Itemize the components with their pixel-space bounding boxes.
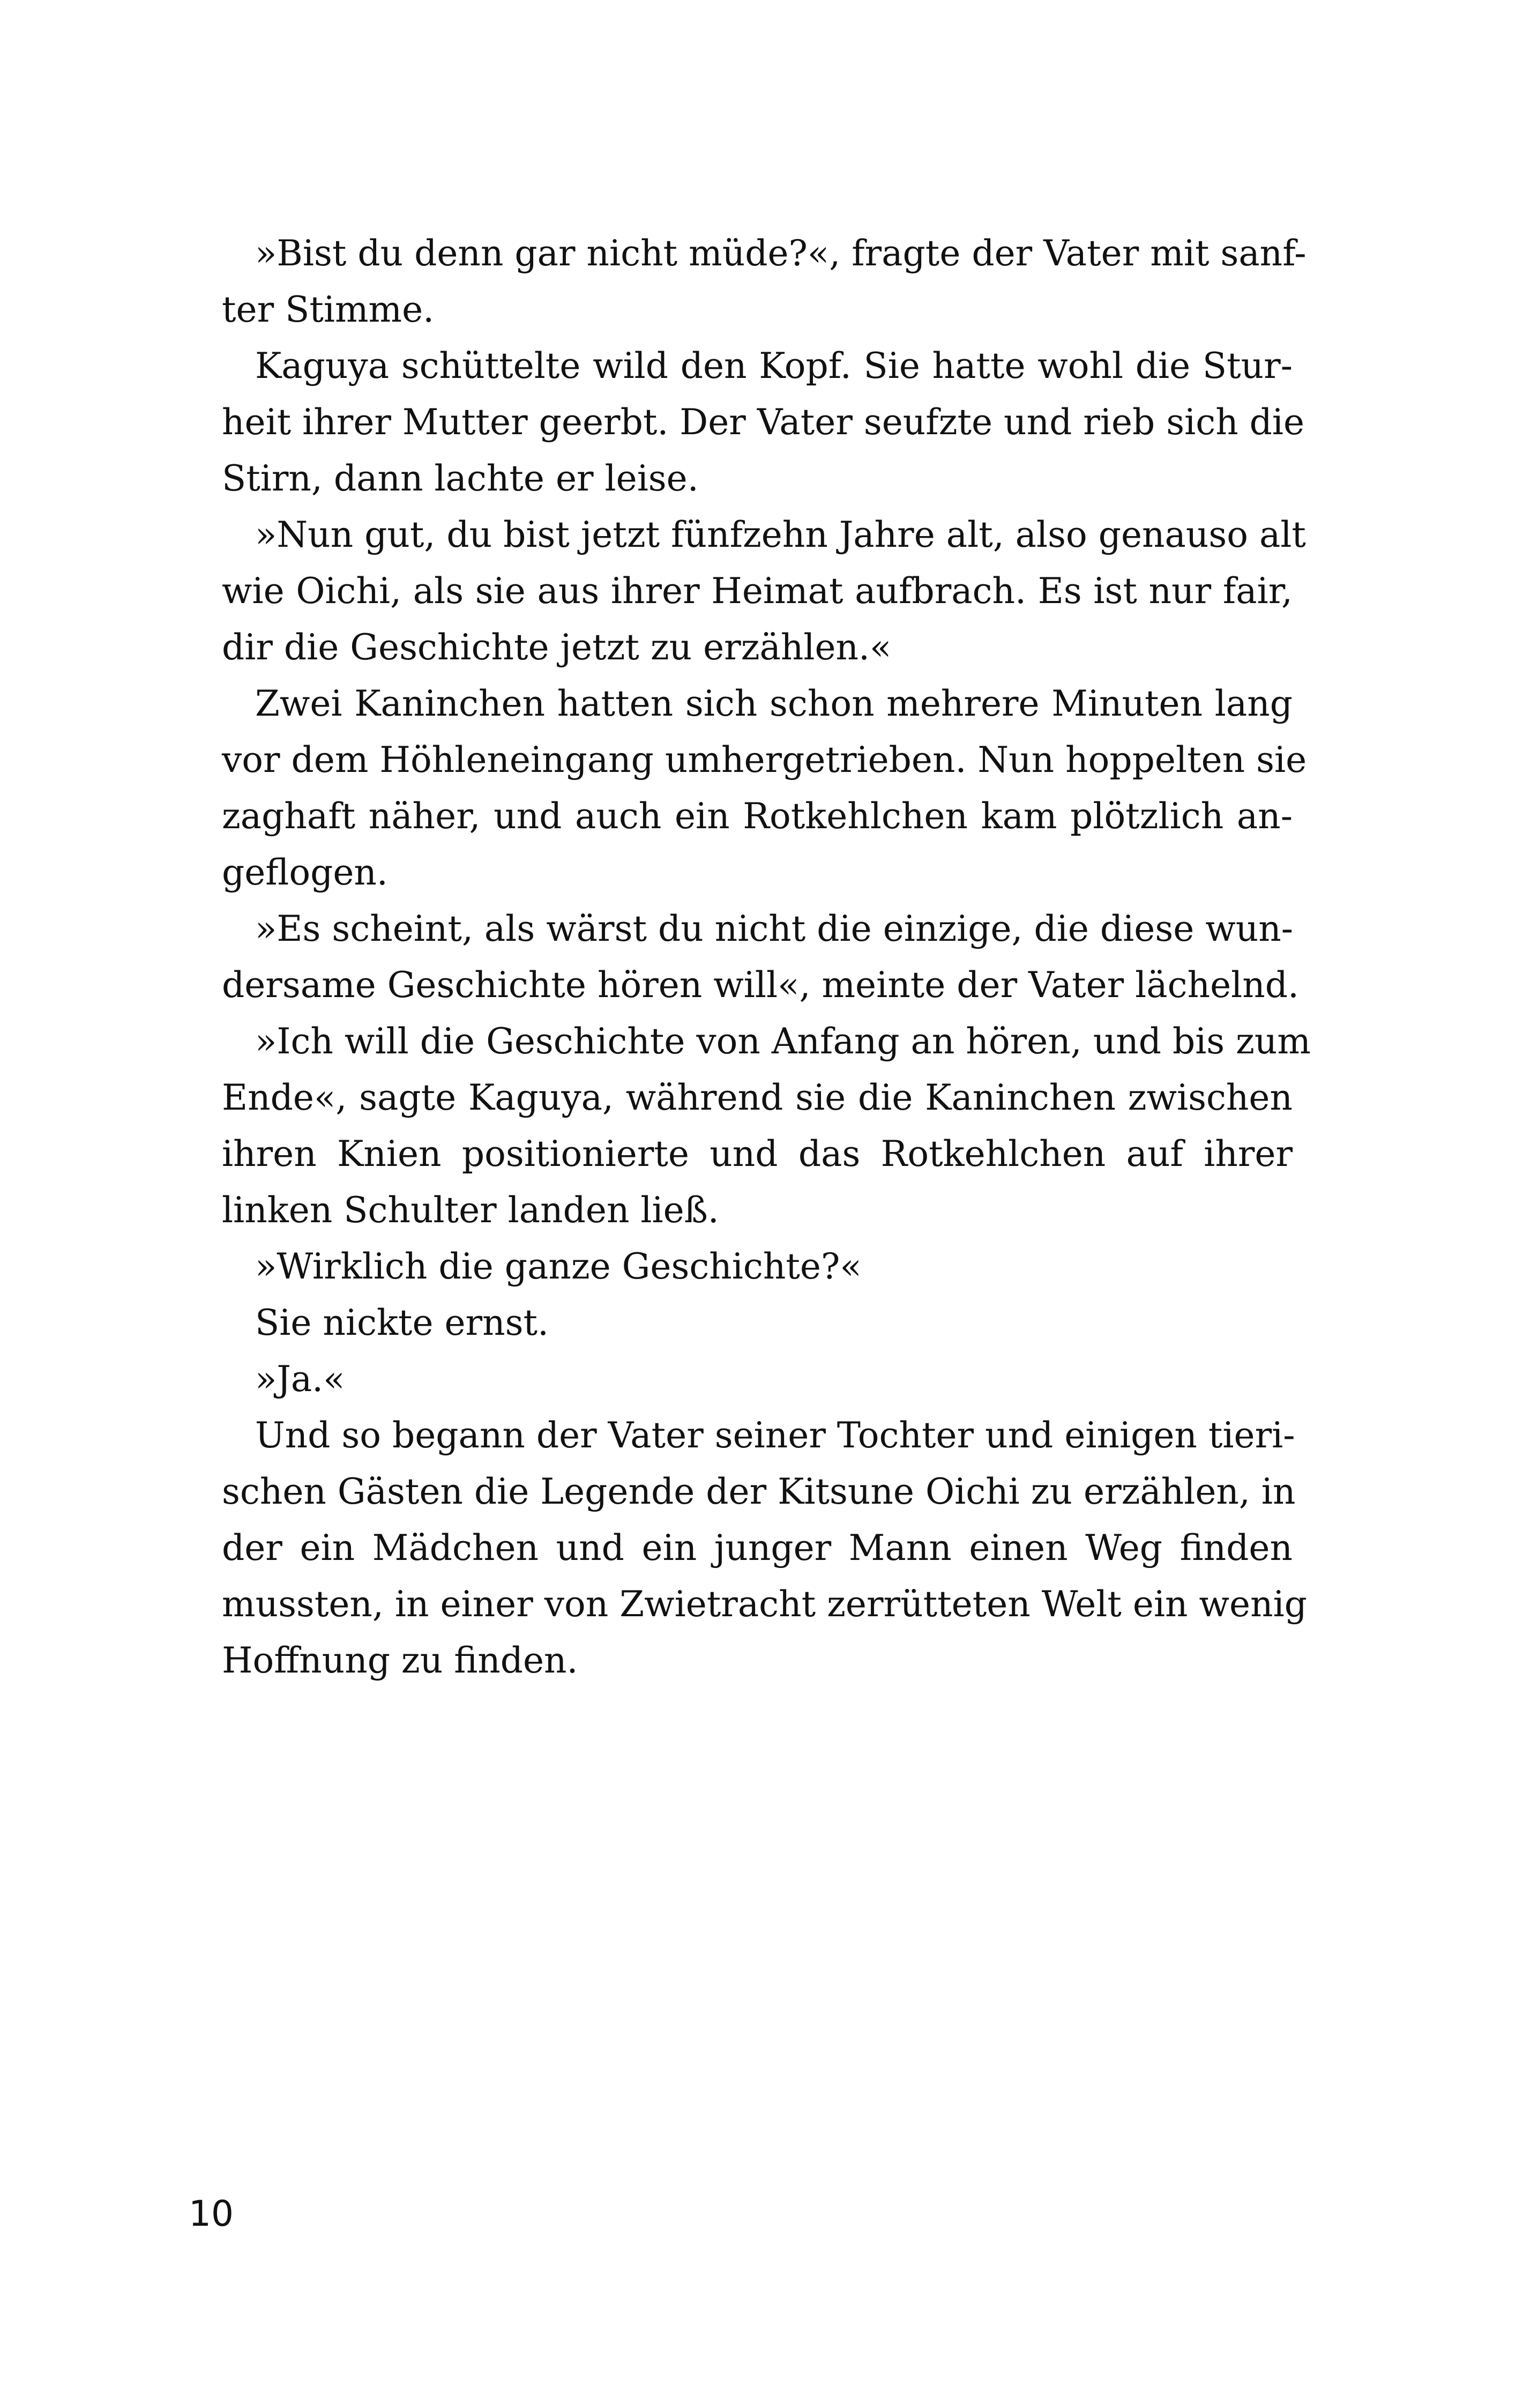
text-line: wie Oichi, als sie aus ihrer Heimat aufbrach. Es ist nur fair,	[222, 570, 1293, 612]
page-number: 10	[189, 2193, 234, 2234]
paragraph	[189, 1013, 1311, 1238]
paragraph	[189, 507, 1306, 675]
text-line: mussten, in einer von Zwietracht zerrütteten Welt ein wenig	[222, 1584, 1307, 1625]
text-line: Und so begann der Vater seiner Tochter und einigen tieri-	[255, 1415, 1295, 1456]
text-line: Sie nickte ernst.	[255, 1302, 549, 1343]
text-line: »Wirklich die ganze Geschichte?«	[255, 1246, 862, 1287]
text-line: »Ich will die Geschichte von Anfang an hören, und bis zum	[255, 1021, 1311, 1062]
text-line: der ein Mädchen und ein junger Mann einen Weg finden	[222, 1527, 1293, 1569]
text-line: schen Gästen die Legende der Kitsune Oichi zu erzählen, in	[222, 1471, 1296, 1512]
text-line: dersame Geschichte hören will«, meinte der Vater lächelnd.	[222, 964, 1300, 1006]
paragraph	[189, 225, 1307, 338]
text-line: dir die Geschichte jetzt zu erzählen.«	[222, 627, 892, 668]
text-line: ter Stimme.	[222, 289, 435, 330]
text-line: geflogen.	[222, 852, 388, 893]
text-line: »Nun gut, du bist jetzt fünfzehn Jahre alt, also genauso alt	[255, 514, 1306, 555]
paragraph	[189, 1295, 1293, 1351]
text-line: »Ja.«	[255, 1358, 345, 1400]
text-line: heit ihrer Mutter geerbt. Der Vater seufzte und rieb sich die	[222, 402, 1305, 443]
text-line: Ende«, sagte Kaguya, während sie die Kaninchen zwischen	[222, 1077, 1293, 1118]
text-line: zaghaft näher, und auch ein Rotkehlchen kam plötzlich an-	[222, 796, 1293, 837]
paragraph	[189, 1238, 1293, 1295]
paragraph	[189, 675, 1307, 901]
text-line: Zwei Kaninchen hatten sich schon mehrere Minuten lang	[255, 683, 1293, 724]
text-line: vor dem Höhleneingang umhergetrieben. Nun hoppelten sie	[222, 739, 1307, 781]
text-line: »Es scheint, als wärst du nicht die einzige, die diese wun-	[255, 908, 1294, 949]
text-line: Stirn, dann lachte er leise.	[222, 458, 699, 499]
paragraph	[189, 901, 1300, 1013]
text-line: »Bist du denn gar nicht müde?«, fragte der Vater mit sanf-	[255, 233, 1307, 274]
text-line: Kaguya schüttelte wild den Kopf. Sie hatte wohl die Stur-	[255, 345, 1293, 387]
paragraph	[189, 1407, 1307, 1689]
paragraph	[189, 338, 1305, 507]
body-text	[189, 225, 1311, 1689]
text-line: ihren Knien positionierte und das Rotkehlchen auf ihrer	[222, 1133, 1293, 1175]
text-line: Hoffnung zu finden.	[222, 1640, 578, 1681]
paragraph	[189, 1351, 1293, 1407]
text-line: linken Schulter landen ließ.	[222, 1190, 719, 1231]
